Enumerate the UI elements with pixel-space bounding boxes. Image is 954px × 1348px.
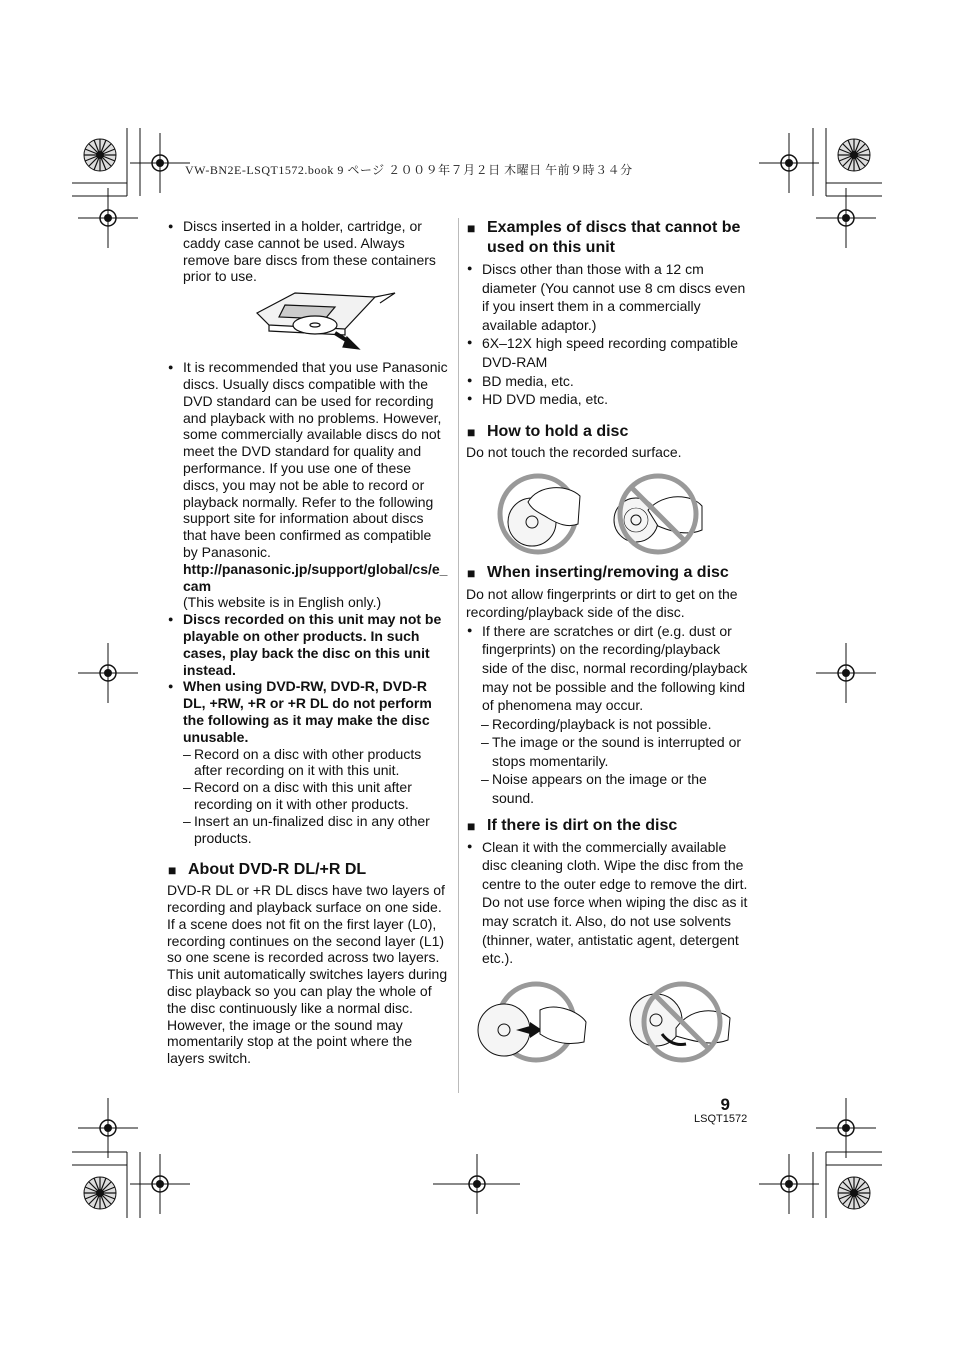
heading-examples-unusable: ■ Examples of discs that cannot be used on this unit <box>466 218 748 258</box>
dash-item: – Noise appears on the image or the sound. <box>466 770 748 807</box>
print-header: VW-BN2E-LSQT1572.book 9 ページ ２００９年７月２日 木曜日 午前９時３４分 <box>185 163 633 177</box>
registration-starburst-icon <box>84 139 116 171</box>
bullet-text: It is recommended that you use Panasonic discs. Usually discs compatible with the DVD standard can be used for recording and playback with no problems. However, some commercially available discs do not meet the DVD standard for quality and performance. If you use one of these discs, you may not be able to record or playback normally. Refer to the following support site for information about discs that have been confirmed as compatible by Panasonic. <box>183 359 448 560</box>
prohibited-circle-icon <box>614 476 702 552</box>
heading-dirt: ■ If there is dirt on the disc <box>466 816 748 836</box>
dash-item: – Insert an un-finalized disc in any other products. <box>167 813 449 847</box>
left-column <box>167 218 449 1067</box>
insert-bullet: ● If there are scratches or dirt (e.g. dust or fingerprints) on the recording/playback side of the disc, normal recording/playback may not be possible and the following kind of phenomena may occur. <box>466 622 748 715</box>
dash-item: – Record on a disc with this unit after recording on it with other products. <box>167 779 449 813</box>
bullet-playable-warning: ● Discs recorded on this unit may not be playable on other products. In such cases, play back the disc on this unit instead. <box>167 611 449 678</box>
insert-body: Do not allow fingerprints or dirt to get on the recording/playback side of the disc. <box>466 585 738 621</box>
support-url[interactable]: http://panasonic.jp/support/global/cs/e_cam <box>183 560 448 594</box>
registration-mark-icon <box>816 643 876 703</box>
dl-body: DVD-R DL or +R DL discs have two layers of recording and playback surface on one side. If a scene does not fit on the first layer (L0), recording continues on the second layer (L1) so one scene is recorded across two layers. This unit automatically switches layers during disc playback so you can play the whole of the disc continuously like a normal disc. However, the image or the sound may momentarily stop at the point where the layers switch. <box>167 882 448 1067</box>
disc-cartridge-illustration <box>167 291 449 353</box>
correct-cleaning-icon <box>478 984 586 1060</box>
prohibited-circle-icon <box>630 984 730 1060</box>
heading-dvd-r-dl: ■ About DVD-R DL/+R DL <box>167 860 449 880</box>
dirt-bullet: ● Clean it with the commercially available disc cleaning cloth. Wipe the disc from the centre to the outer edge to remove the dirt. Do not use force when wiping the disc as it may scratch it. Also, do not use solvents (thinner, water, antistatic agent, detergent etc.). <box>466 838 748 968</box>
example-item: ● HD DVD media, etc. <box>466 390 748 409</box>
document-id: LSQT1572 <box>694 1113 748 1125</box>
registration-mark-icon <box>78 188 138 248</box>
registration-starburst-icon <box>838 1177 870 1209</box>
registration-mark-icon <box>816 188 876 248</box>
bullet-panasonic-discs <box>167 359 449 611</box>
dash-item: – Record on a disc with other products after recording on it with this unit. <box>167 746 449 780</box>
registration-mark-icon <box>78 1098 138 1158</box>
example-item: ● BD media, etc. <box>466 372 748 391</box>
correct-hold-icon <box>500 476 580 552</box>
registration-mark-icon <box>78 643 138 703</box>
registration-mark-icon <box>759 1154 819 1214</box>
registration-starburst-icon <box>84 1177 116 1209</box>
english-note: (This website is in English only.) <box>183 594 382 611</box>
column-divider <box>458 218 459 1093</box>
registration-mark-icon <box>130 133 190 193</box>
right-column <box>466 218 748 1068</box>
heading-insert-remove: ■ When inserting/removing a disc <box>466 563 748 583</box>
dash-item: – The image or the sound is interrupted or stops momentarily. <box>466 733 748 770</box>
example-item: ● 6X–12X high speed recording compatible DVD-RAM <box>466 334 748 371</box>
registration-starburst-icon <box>838 139 870 171</box>
bullet-dvd-rw-warning: ● When using DVD-RW, DVD-R, DVD-R DL, +RW, +R or +R DL do not perform the following as it may make the disc unusable. <box>167 678 449 745</box>
registration-mark-icon <box>130 1154 190 1214</box>
example-item: ● Discs other than those with a 12 cm diameter (You cannot use 8 cm discs even if you insert them in a commercially available adaptor.) <box>466 260 748 334</box>
hold-disc-illustration <box>466 469 748 559</box>
bullet-holder-cartridge: ● Discs inserted in a holder, cartridge, or caddy case cannot be used. Always remove bare discs from these containers prior to use. <box>167 218 449 285</box>
hold-body: Do not touch the recorded surface. <box>466 443 682 460</box>
clean-disc-illustration <box>466 978 748 1068</box>
registration-mark-icon <box>759 133 819 193</box>
registration-mark-icon <box>816 1098 876 1158</box>
heading-hold-disc: ■ How to hold a disc <box>466 422 748 442</box>
page-number: 9 <box>720 1095 730 1114</box>
dash-item: – Recording/playback is not possible. <box>466 715 748 734</box>
